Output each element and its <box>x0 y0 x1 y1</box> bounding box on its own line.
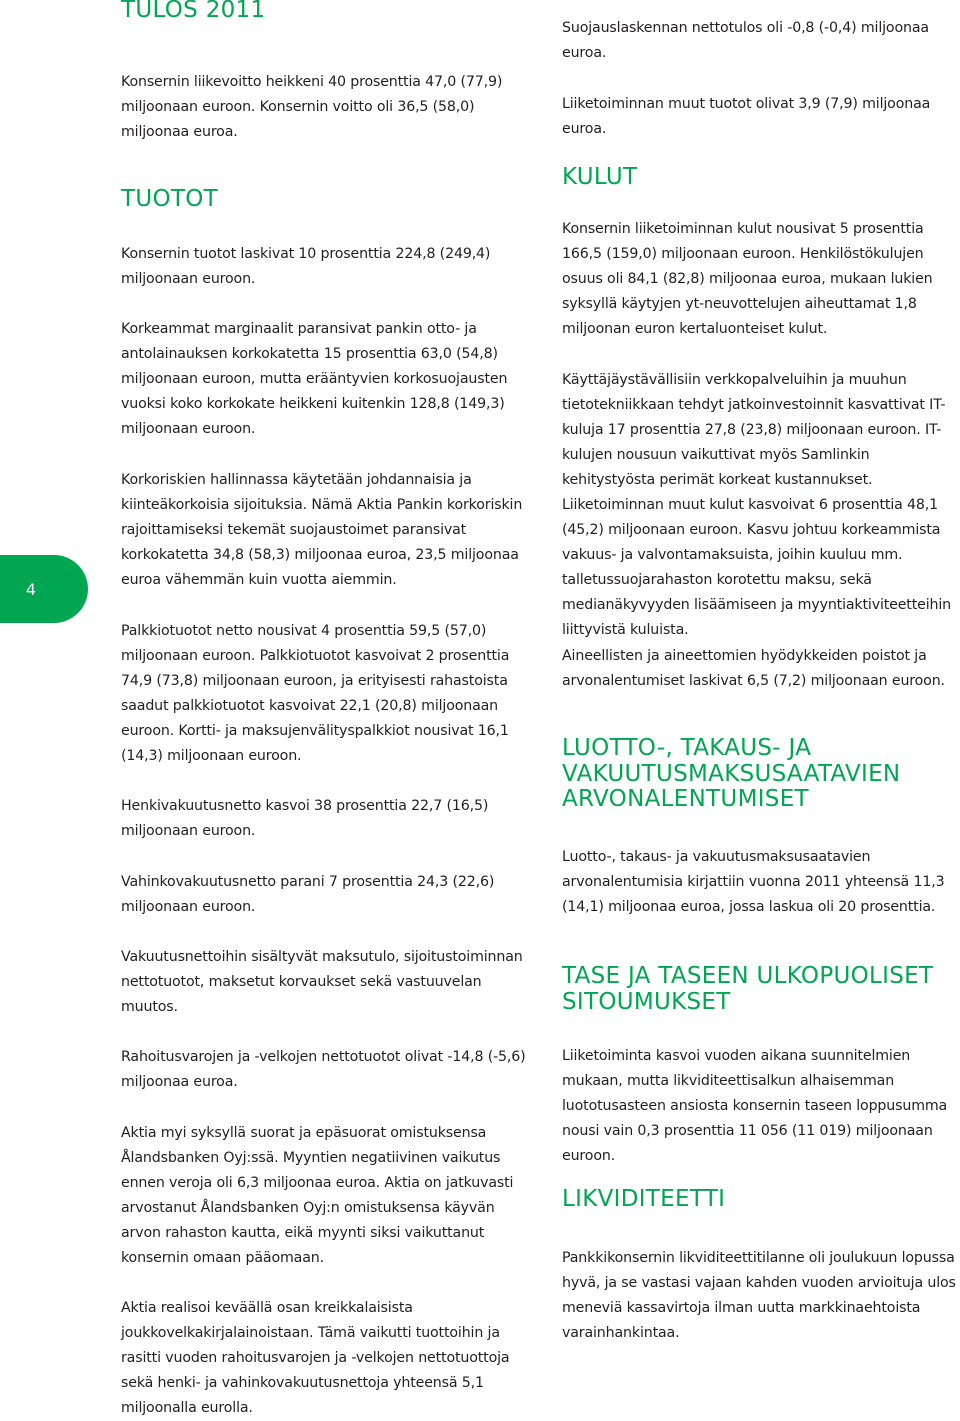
paragraph: Aineellisten ja aineettomien hyödykkeiden poistot ja arvonalentumiset laskivat 6,5 (7,2) miljoonaan euroon. <box>562 648 945 689</box>
section-heading-likviditeetti: LIKVIDITEETTI <box>562 1186 726 1212</box>
paragraph: Korkoriskien hallinnassa käytetään johdannaisia ja kiinteäkorkoisia sijoituksia. Nämä Aktia Pankin korkoriskin rajoittamiseksi tekemät suojaustoimet paransivat korkokatetta 34,8 (58,3) miljoonaa euroa, 23,5 miljoonaa euroa vähemmän kuin vuotta aiemmin. <box>121 472 523 588</box>
paragraph: Konsernin liiketoiminnan kulut nousivat 5 prosenttia 166,5 (159,0) miljoonaan euroon. Henkilöstökulujen osuus oli 84,1 (82,8) miljoonaa euroa, mukaan lukien syksyllä käytyjen yt-neuvottelujen aiheuttamat 1,8 miljoonan euron kertaluonteiset kulut. <box>562 221 933 337</box>
paragraph: Vakuutusnettoihin sisältyvät maksutulo, sijoitustoiminnan nettotuotot, maksetut korvaukset sekä vastuuvelan muutos. <box>121 949 523 1015</box>
paragraph: Liiketoiminnan muut tuotot olivat 3,9 (7,9) miljoonaa euroa. <box>562 96 931 137</box>
paragraph: Luotto-, takaus- ja vakuutusmaksusaatavien arvonalentumisia kirjattiin vuonna 2011 yhteensä 11,3 (14,1) miljoonaa euroa, jossa laskua oli 20 prosenttia. <box>562 849 945 915</box>
paragraph: Konsernin liikevoitto heikkeni 40 prosenttia 47,0 (77,9) miljoonaan euroon. Konsernin voitto oli 36,5 (58,0) miljoonaa euroa. <box>121 74 503 140</box>
paragraph: Palkkiotuotot netto nousivat 4 prosenttia 59,5 (57,0) miljoonaan euroon. Palkkiotuotot kasvoivat 2 prosenttia 74,9 (73,8) miljoonaan euroon, ja erityisesti rahastoista saadut palkkiotuotot kasvoivat 22,1 (20,8) miljoonaan euroon. Kortti- ja maksujenvälityspalkkiot nousivat 16,1 (14,3) miljoonaan euroon. <box>121 623 510 764</box>
paragraph: Konsernin tuotot laskivat 10 prosenttia 224,8 (249,4) miljoonaan euroon. <box>121 246 491 287</box>
section-heading-tuotot: TUOTOT <box>121 186 218 212</box>
paragraph: Rahoitusvarojen ja -velkojen nettotuotot olivat -14,8 (-5,6) miljoonaa euroa. <box>121 1049 526 1090</box>
section-heading-luotto: LUOTTO-, TAKAUS- JA VAKUUTUSMAKSUSAATAVIEN ARVONALENTUMISET <box>562 735 901 812</box>
paragraph: Korkeammat marginaalit paransivat pankin otto- ja antolainauksen korkokatetta 15 prosenttia 63,0 (54,8) miljoonaan euroon, mutta erääntyvien korkosuojausten vuoksi koko korkokate heikkeni kuitenkin 128,8 (149,3) miljoonaan euroon. <box>121 321 508 437</box>
page-number-tab <box>0 555 88 623</box>
paragraph: Pankkikonsernin likviditeettitilanne oli joulukuun lopussa hyvä, ja se vastasi vajaan kahden vuoden arvioituja ulos meneviä kassavirtoja ilman uutta markkinaehtoista varainhankintaa. <box>562 1250 956 1341</box>
paragraph: Suojauslaskennan nettotulos oli -0,8 (-0,4) miljoonaa euroa. <box>562 20 929 61</box>
paragraph: Henkivakuutusnetto kasvoi 38 prosenttia 22,7 (16,5) miljoonaan euroon. <box>121 798 489 839</box>
paragraph: Aktia myi syksyllä suorat ja epäsuorat omistuksensa Ålandsbanken Oyj:ssä. Myyntien negatiivinen vaikutus ennen veroja oli 6,3 miljoonaa euroa. Aktia on jatkuvasti arvostanut Ålandsbanken Oyj:n omistuksensa käyvän arvon rahaston kautta, eikä myynti siksi vaikuttanut konsernin omaan pääomaan. <box>121 1125 514 1266</box>
paragraph: Aktia realisoi keväällä osan kreikkalaisista joukkovelkakirjalainoistaan. Tämä vaikutti tuottoihin ja rasitti vuoden rahoitusvarojen ja -velkojen nettotuottoja sekä henki- ja vahinkovakuutusnettoja yhteensä 5,1 miljoonalla eurolla. <box>121 1300 510 1416</box>
paragraph: Liiketoiminta kasvoi vuoden aikana suunnitelmien mukaan, mutta likviditeettisalkun alhaisemman luototusasteen ansiosta konsernin taseen loppusumma nousi vain 0,3 prosenttia 11 056 (11 019) miljoonaan euroon. <box>562 1048 948 1164</box>
page-number: 4 <box>25 579 37 599</box>
section-title-tulos: TULOS 2011 <box>121 0 266 23</box>
section-heading-tase: TASE JA TASEEN ULKOPUOLISET SITOUMUKSET <box>562 963 934 1015</box>
paragraph: Käyttäjäystävällisiin verkkopalveluihin ja muuhun tietotekniikkaan tehdyt jatkoinvestoinnit kasvattivat IT-kuluja 17 prosenttia 27,8 (23,8) miljoonaan euroon. IT-kulujen nousuun vaikuttivat myös Samlinkin kehitystyösta perimät korkeat kustannukset. Liiketoiminnan muut kulut kasvoivat 6 prosenttia 48,1 (45,2) miljoonaan euroon. Kasvu johtuu korkeammista vakuus- ja valvontamaksuista, joihin kuuluu mm. talletussuojarahaston korotettu maksu, sekä medianäkyvyyden lisäämiseen ja myyntiaktiviteetteihin liittyvistä kuluista. <box>562 372 951 638</box>
paragraph: Vahinkovakuutusnetto parani 7 prosenttia 24,3 (22,6) miljoonaan euroon. <box>121 874 495 915</box>
section-heading-kulut: KULUT <box>562 164 638 190</box>
